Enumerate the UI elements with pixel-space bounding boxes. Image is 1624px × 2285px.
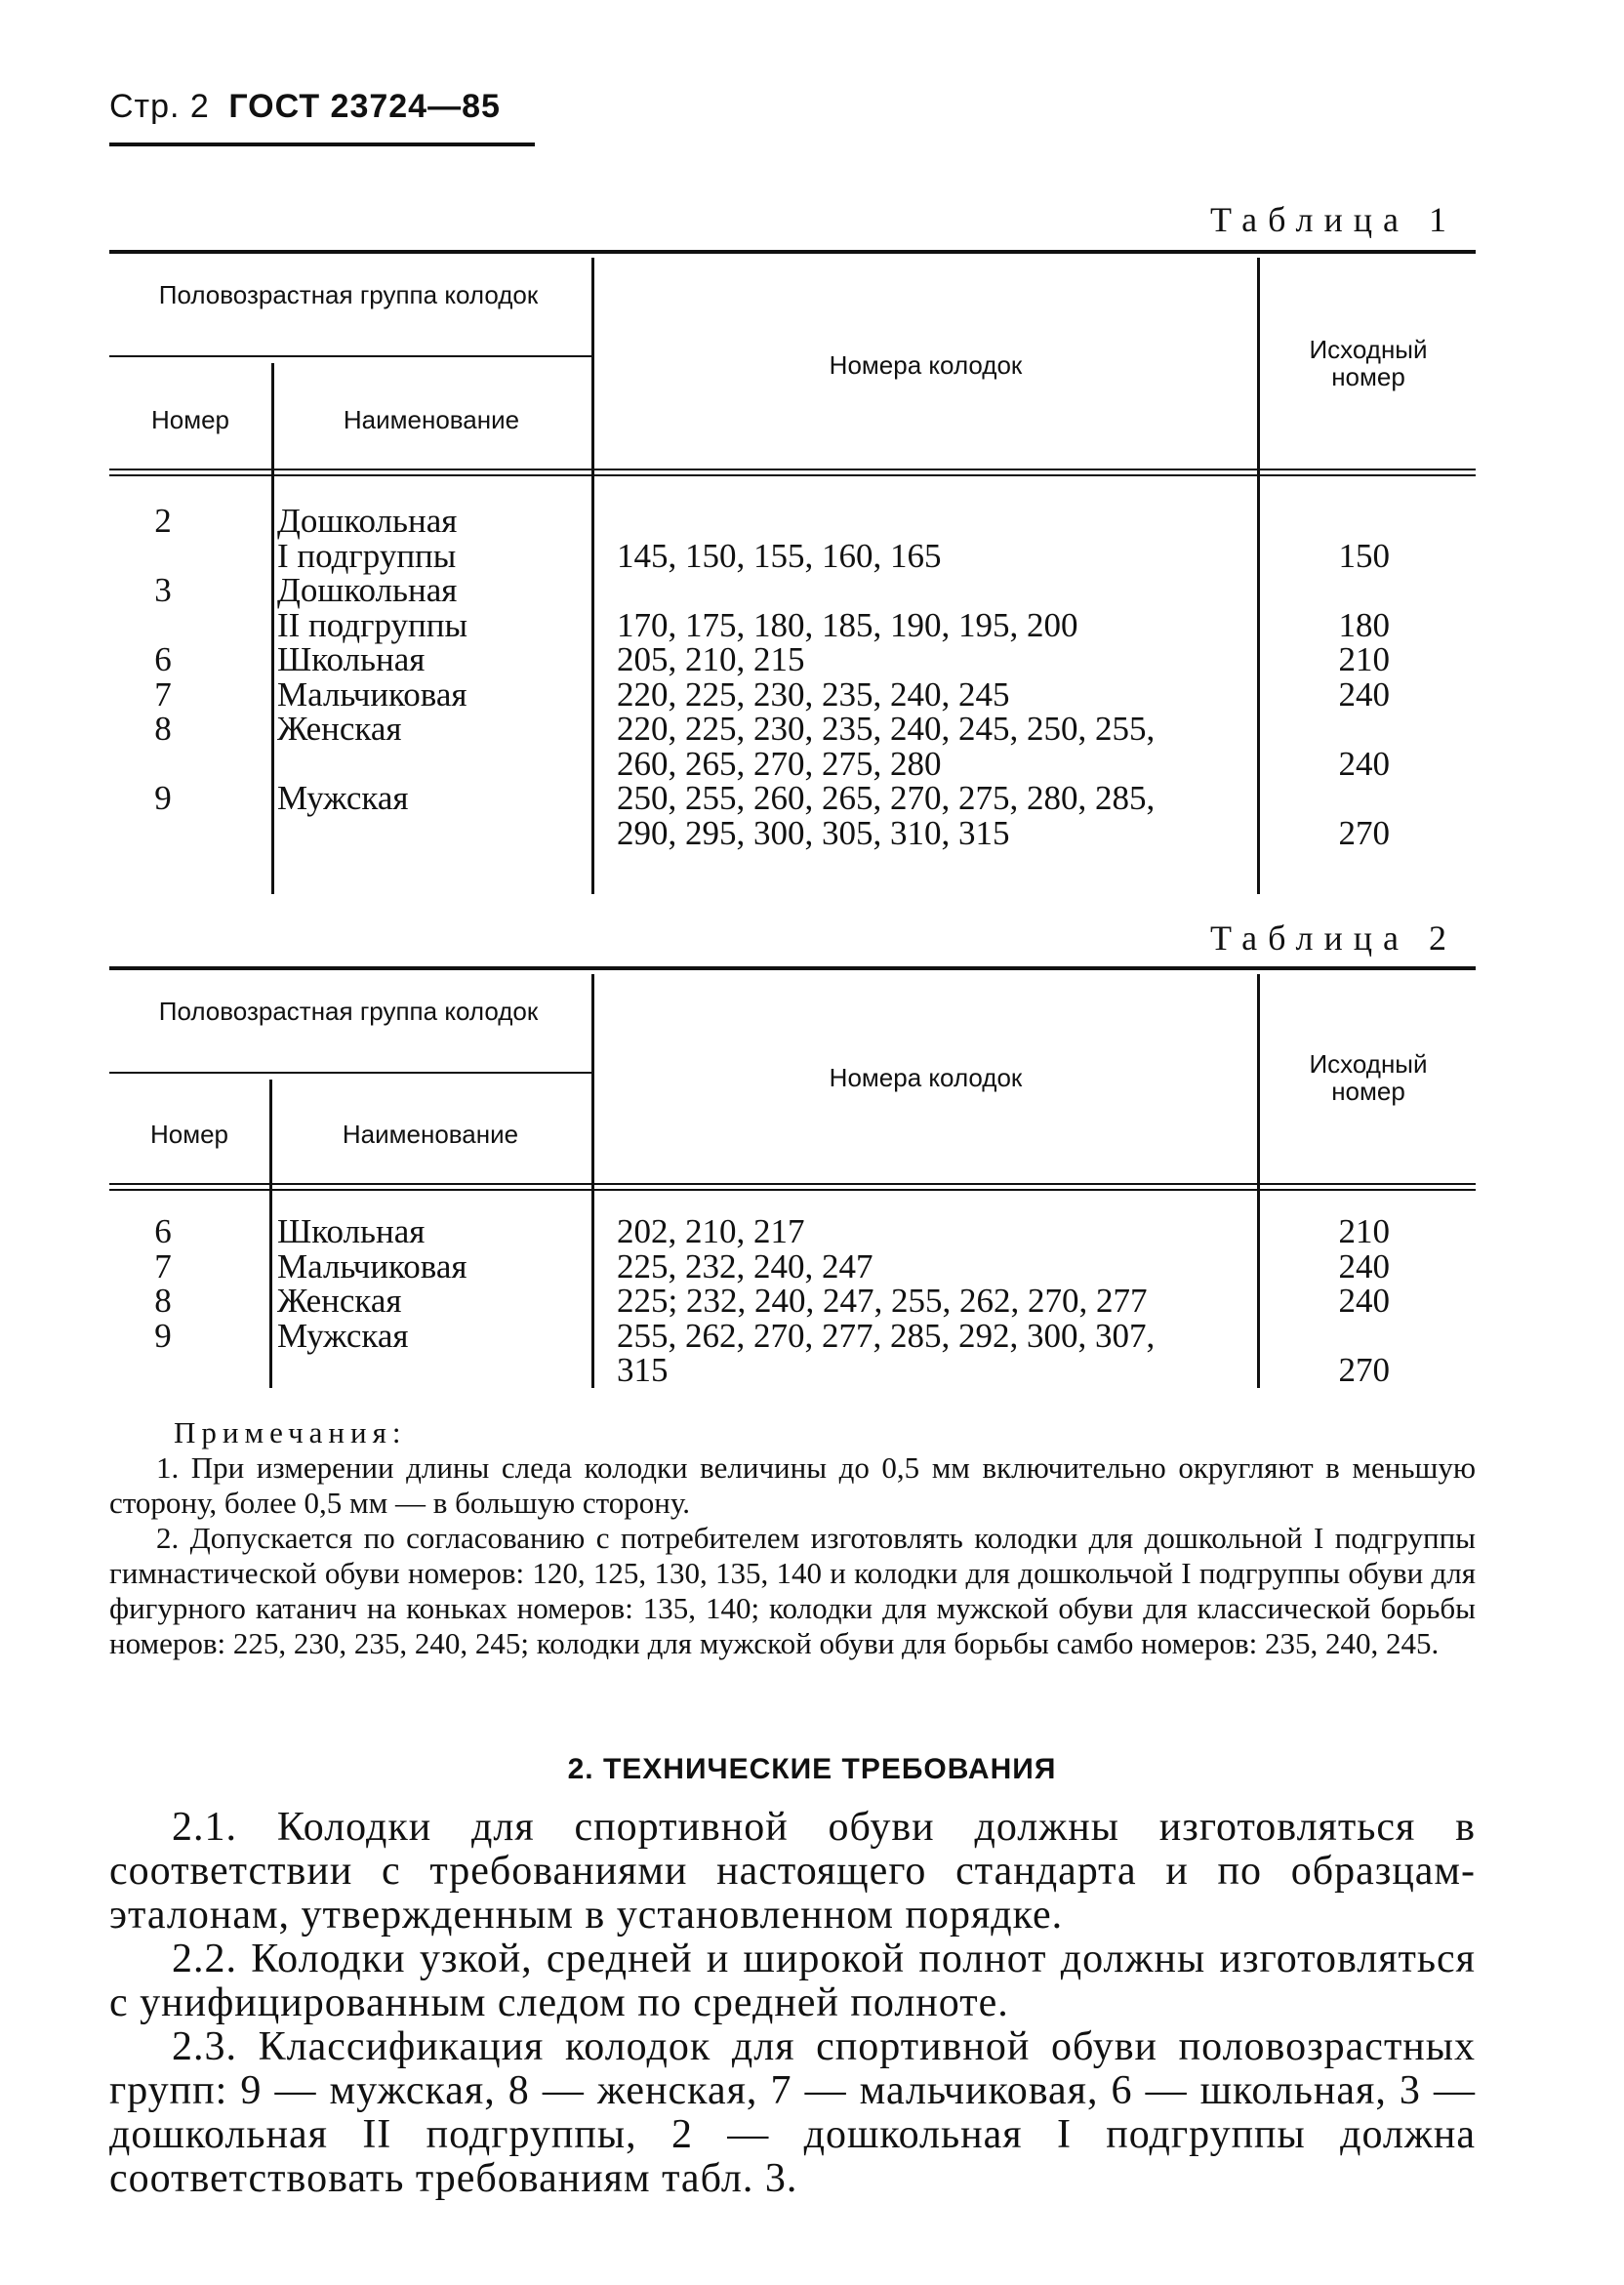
- page-label: Стр. 2: [109, 88, 210, 125]
- table2-head-rule-2: [109, 1189, 1476, 1191]
- row-last-numbers: 290, 295, 300, 305, 310, 315: [617, 813, 1010, 852]
- row-source-number: 210: [1338, 1212, 1390, 1250]
- row-number: 8: [154, 1282, 172, 1320]
- row-last-numbers: 225; 232, 240, 247, 255, 262, 270, 277: [617, 1282, 1148, 1320]
- row-number: 6: [154, 640, 172, 678]
- table2-col-divider-1: [591, 974, 594, 1388]
- table1-head-number: Номер: [150, 405, 230, 434]
- table1: [109, 250, 1476, 894]
- row-source-number: 210: [1338, 640, 1390, 678]
- table2-col-divider-2: [1257, 974, 1260, 1388]
- row-number: 7: [154, 674, 172, 714]
- table2-caption: Таблица 2: [1210, 918, 1457, 958]
- table2-group-rule: [109, 1072, 591, 1074]
- row-number: 9: [154, 1316, 172, 1355]
- section-body: [109, 1806, 1476, 2201]
- row-name: II подгруппы: [277, 605, 467, 644]
- row-name: Женская: [277, 1282, 402, 1320]
- row-name: Школьная: [277, 640, 426, 678]
- table1-col-divider-0: [271, 363, 274, 894]
- table1-head-name: Наименование: [343, 405, 520, 434]
- table2-head-source-number: Исходный номер: [1309, 1049, 1428, 1106]
- row-source-number: 270: [1338, 813, 1390, 852]
- table1-head-rule-1: [109, 469, 1476, 470]
- row-name: Школьная: [277, 1212, 426, 1250]
- row-last-numbers: 225, 232, 240, 247: [617, 1246, 873, 1285]
- row-name: I подгруппы: [277, 536, 457, 575]
- row-last-numbers: 145, 150, 155, 160, 165: [617, 536, 942, 575]
- table1-head-source-number: Исходный номер: [1309, 335, 1428, 391]
- row-name: Мальчиковая: [277, 1246, 467, 1285]
- notes-title: Примечания:: [174, 1415, 407, 1449]
- row-last-numbers: 220, 225, 230, 235, 240, 245, 250, 255,: [617, 710, 1156, 748]
- table1-top-rule: [109, 250, 1476, 254]
- table1-caption: Таблица 1: [1210, 200, 1457, 239]
- row-source-number: 240: [1338, 1246, 1390, 1285]
- table1-group-rule: [109, 355, 591, 357]
- row-source-number: 240: [1338, 1282, 1390, 1320]
- paragraph: 2.3. Классификация колодок для спортивной обуви половозрастных групп: 9 — мужская, 8 — женская, 7 — мальчиковая, 6 — школьная, 3 — дошкольная II подгруппы, 2 — дошкольная I подгруппы должна соответствовать требованиям табл. 3.: [109, 2024, 1476, 2201]
- row-last-numbers: 260, 265, 270, 275, 280: [617, 744, 942, 783]
- row-number: 3: [154, 571, 172, 609]
- row-source-number: 240: [1338, 744, 1390, 783]
- table1-col-divider-2: [1257, 258, 1260, 894]
- note-item: 2. Допускается по согласованию с потребителем изготовлять колодки для дошкольной I подгруппы гимнастической обуви номеров: 120, 125, 130, 135, 140 и колодки для дошкольчой I подгруппы обуви для фигурного катанич на коньках номеров: 135, 140; колодки для мужской обуви для классической борьбы номеров: 225, 230, 235, 240, 245; колодки для мужской обуви для борьбы самбо номеров: 235, 240, 245.: [109, 1521, 1476, 1660]
- table2-head-name: Наименование: [342, 1120, 519, 1149]
- table-notes: [109, 1415, 1476, 1661]
- row-name: Женская: [277, 710, 402, 748]
- page-header: [109, 88, 501, 126]
- row-last-numbers: 170, 175, 180, 185, 190, 195, 200: [617, 605, 1078, 644]
- row-name: Мужская: [277, 1316, 409, 1355]
- table2-head-last-numbers: Номера колодок: [829, 1063, 1023, 1092]
- row-name: Дошкольная: [277, 571, 458, 609]
- header-underline: [109, 143, 535, 146]
- row-last-numbers: 315: [617, 1351, 669, 1389]
- table2: [109, 966, 1476, 1398]
- paragraph: 2.2. Колодки узкой, средней и широкой полнот должны изготовляться с унифицированным следом по средней полноте.: [109, 1937, 1476, 2025]
- table1-head-group: Половозрастная группа колодок: [158, 280, 539, 309]
- table2-top-rule: [109, 966, 1476, 970]
- table2-head-group: Половозрастная группа колодок: [158, 997, 539, 1026]
- table2-head-rule-1: [109, 1183, 1476, 1185]
- table1-head-last-numbers: Номера колодок: [829, 350, 1023, 380]
- row-number: 8: [154, 710, 172, 748]
- row-name: Мальчиковая: [277, 674, 467, 714]
- paragraph: 2.1. Колодки для спортивной обуви должны изготовляться в соответствии с требованиями настоящего стандарта и по образцам-эталонам, утвержденным в установленном порядке.: [109, 1805, 1476, 1938]
- row-source-number: 270: [1338, 1351, 1390, 1389]
- row-last-numbers: 220, 225, 230, 235, 240, 245: [617, 674, 1010, 714]
- row-number: 6: [154, 1212, 172, 1250]
- row-name: Дошкольная: [277, 502, 458, 540]
- row-last-numbers: 202, 210, 217: [617, 1212, 805, 1250]
- row-name: Мужская: [277, 779, 409, 817]
- row-source-number: 180: [1338, 605, 1390, 644]
- note-item: 1. При измерении длины следа колодки величины до 0,5 мм включительно округляют в меньшую сторону, более 0,5 мм — в большую сторону.: [109, 1450, 1476, 1520]
- row-last-numbers: 250, 255, 260, 265, 270, 275, 280, 285,: [617, 779, 1156, 817]
- row-last-numbers: 255, 262, 270, 277, 285, 292, 300, 307,: [617, 1316, 1156, 1355]
- standard-number: ГОСТ 23724—85: [228, 88, 501, 125]
- table1-head-rule-2: [109, 474, 1476, 476]
- row-number: 7: [154, 1246, 172, 1285]
- row-last-numbers: 205, 210, 215: [617, 640, 805, 678]
- row-source-number: 240: [1338, 674, 1390, 714]
- row-number: 2: [154, 502, 172, 540]
- row-number: 9: [154, 779, 172, 817]
- row-source-number: 150: [1338, 536, 1390, 575]
- table2-head-number: Номер: [149, 1120, 229, 1149]
- section-title: 2. ТЕХНИЧЕСКИЕ ТРЕБОВАНИЯ: [567, 1753, 1057, 1785]
